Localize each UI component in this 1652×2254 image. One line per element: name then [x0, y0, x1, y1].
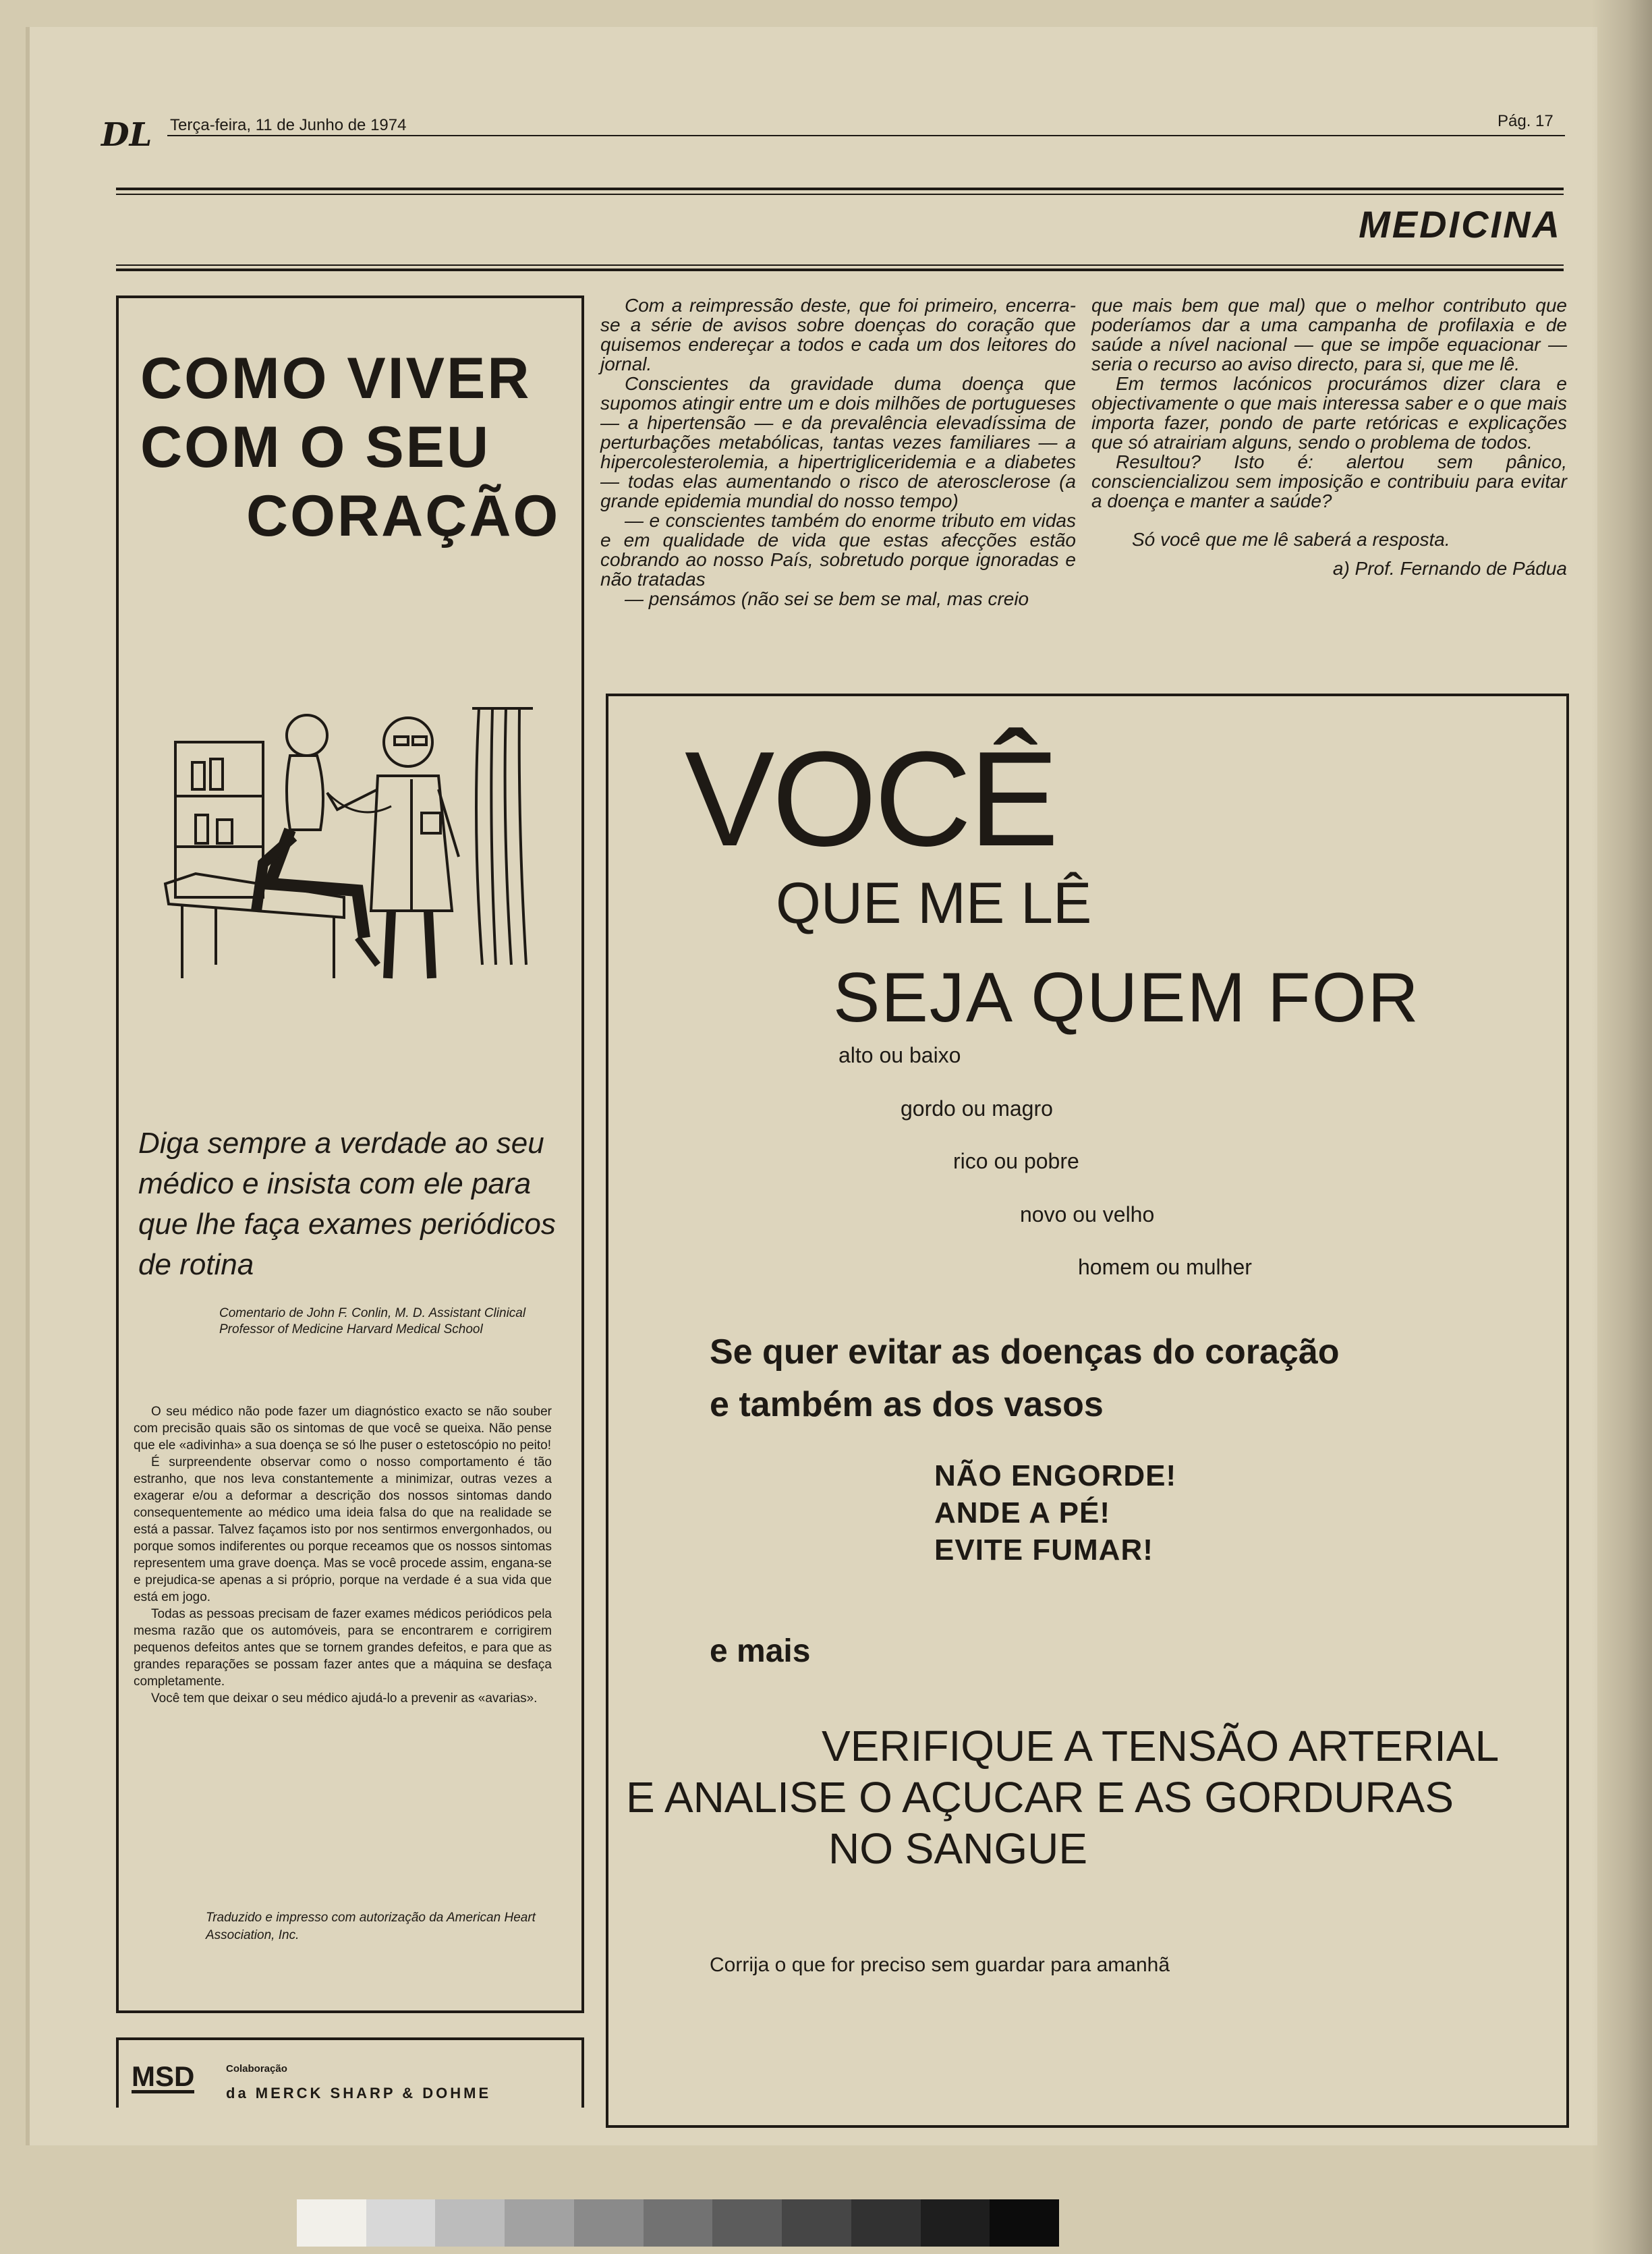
calibration-swatch — [505, 2199, 574, 2247]
ad-command: NÃO ENGORDE! — [934, 1459, 1177, 1492]
ad-headline-que-me-le: QUE ME LÊ — [776, 871, 1092, 936]
calibration-swatch — [574, 2199, 644, 2247]
ad-pair: homem ou mulher — [1078, 1255, 1252, 1279]
section-rule-bottom — [116, 269, 1564, 271]
ad-pair: novo ou velho — [1020, 1202, 1155, 1227]
sponsor-label: Colaboração — [226, 2063, 287, 2075]
newspaper-logo: DL — [101, 116, 152, 154]
calibration-swatch — [644, 2199, 713, 2247]
ad-command: EVITE FUMAR! — [934, 1533, 1153, 1567]
ad-headline-seja-quem-for: SEJA QUEM FOR — [833, 959, 1420, 1037]
ad-pair: alto ou baixo — [838, 1043, 961, 1067]
ad-command: ANDE A PÉ! — [934, 1496, 1110, 1529]
article-paragraph: — e conscientes também do enorme tributo em vidas e em qualidade de vida que estas afecções estão cobrando ao nosso País, sobretudo porque ignoradas e não tratadas — [600, 510, 1076, 590]
header-rule — [167, 135, 1565, 136]
article-signature: a) Prof. Fernando de Pádua — [1332, 558, 1567, 579]
article-paragraph: Conscientes da gravidade duma doença que supomos atingir entre um e dois milhões de portugueses — a hipertensão — e da prevalência elevadíssima de perturbações metabólicas, tantas vezes familiares — a hipercolesterolemia, a hipertrigliceridemia e a diabetes — todas elas aumentando o risco de aterosclerose (a grande epidemia mundial do nosso tempo) — [600, 373, 1076, 511]
page-edge-shadow — [1591, 0, 1652, 2254]
ad-pair: gordo ou magro — [901, 1096, 1053, 1121]
translation-note: Traduzido e impresso com autorização da American Heart Association, Inc. — [206, 1911, 536, 1942]
article-paragraph: Com a reimpressão deste, que foi primeiro, encerra-se a série de avisos sobre doenças do coração que quisemos endereçar a todos e cada um dos leitores do jornal. — [600, 295, 1076, 374]
feature-body-paragraph: É surpreendente observar como o nosso comportamento é tão estranho, que nos leva constantemente a minimizar, outras vezes a exagerar e/ou a deformar a descrição dos nossos sintomas dando consequentemente ao médico uma ideia falsa do que na realidade se está a passar. Talvez façamos isto por nos sentirmos envergonhados, ou porque somos indiferentes ou porque receamos que os nossos sintomas representem uma grave doença. Mas se você procede assim, engana-se e prejudica-se apenas a si próprio, porque na verdade é a sua vida que está em jogo. — [134, 1455, 552, 1604]
sponsor-name: da MERCK SHARP & DOHME — [226, 2085, 492, 2102]
feature-body-paragraph: O seu médico não pode fazer um diagnóstico exacto se não souber com precisão quais são os sintomas de que você se queixa. Não pense que ele «adivinha» a sua doença se só lhe puser o estetoscópio no peito! — [134, 1405, 552, 1453]
article-column-1 — [600, 295, 1076, 609]
calibration-swatch — [782, 2199, 851, 2247]
ad-pair: rico ou pobre — [953, 1149, 1079, 1173]
header-date: Terça-feira, 11 de Junho de 1974 — [170, 116, 407, 134]
section-rule-top-thin — [116, 194, 1564, 195]
section-rule-bottom-thin — [116, 264, 1564, 266]
feature-title-line-1: COMO VIVER — [140, 346, 532, 411]
article-paragraph: que mais bem que mal) que o melhor contributo que poderíamos dar a uma campanha de profilaxia e de saúde a nível nacional — que se impõe equacionar — seria o recurso ao aviso directo, para si, que me lê. — [1091, 295, 1567, 374]
calibration-swatch — [366, 2199, 436, 2247]
calibration-swatch — [297, 2199, 366, 2247]
feature-title-line-2: COM O SEU — [140, 415, 491, 480]
page-number: Pág. 17 — [1498, 112, 1554, 130]
ad-footer: Corrija o que for preciso sem guardar para amanhã — [710, 1954, 1170, 1976]
grey-calibration-strip — [297, 2199, 1059, 2247]
ad-headline-voce: VOCÊ — [685, 724, 1056, 874]
ad-verify-line: NO SANGUE — [828, 1824, 1088, 1873]
article-paragraph: Em termos lacónicos procurámos dizer clara e objectivamente o que mais interessa saber e o que mais importa fazer, pondo de parte retóricas e explicações que só atrairiam alguns, sendo o problema de todos. — [1091, 373, 1567, 453]
calibration-swatch — [990, 2199, 1059, 2247]
feature-body — [134, 1403, 552, 1707]
calibration-swatch — [712, 2199, 782, 2247]
feature-credit: Comentario de John F. Conlin, M. D. Assistant Clinical Professor of Medicine Harvard Medical School — [219, 1306, 526, 1336]
calibration-swatch — [851, 2199, 921, 2247]
ad-advice-heading — [710, 1326, 1340, 1431]
msd-logo: MSD — [132, 2060, 195, 2092]
article-paragraph: Resultou? Isto é: alertou sem pânico, consciencializou sem imposição e contribuiu para evitar a doença e manter a saúde? — [1091, 451, 1567, 511]
doctor-patient-illustration — [155, 695, 533, 1032]
calibration-swatch — [435, 2199, 505, 2247]
ad-verify-line: E ANALISE O AÇUCAR E AS GORDURAS — [626, 1773, 1454, 1822]
ad-commands — [934, 1457, 1176, 1569]
ad-e-mais: e mais — [710, 1633, 811, 1669]
ad-advice-line: Se quer evitar as doenças do coração — [710, 1332, 1340, 1372]
feature-body-paragraph: Todas as pessoas precisam de fazer exames médicos periódicos pela mesma razão que os automóveis, para se encontrarem e corrigirem pequenos defeitos antes que se tornem grandes defeitos, e para que as grandes reparações se possam fazer antes que a máquina se desfaça completamente. — [134, 1607, 552, 1689]
feature-title-line-3: CORAÇÃO — [246, 484, 561, 548]
section-rule-top — [116, 188, 1564, 190]
calibration-swatch — [921, 2199, 990, 2247]
article-closing: Só você que me lê saberá a resposta. — [1132, 529, 1450, 550]
article-column-2 — [1091, 295, 1567, 578]
ad-advice-line: e também as dos vasos — [710, 1385, 1104, 1424]
section-title: MEDICINA — [1359, 203, 1562, 246]
ad-verify-line: VERIFIQUE A TENSÃO ARTERIAL — [822, 1722, 1500, 1770]
article-paragraph: — pensámos (não sei se bem se mal, mas creio — [625, 588, 1029, 609]
feature-caption: Diga sempre a verdade ao seu médico e insista com ele para que lhe faça exames periódicos de rotina — [138, 1127, 556, 1281]
feature-body-paragraph: Você tem que deixar o seu médico ajudá-lo a prevenir as «avarias». — [151, 1691, 538, 1706]
